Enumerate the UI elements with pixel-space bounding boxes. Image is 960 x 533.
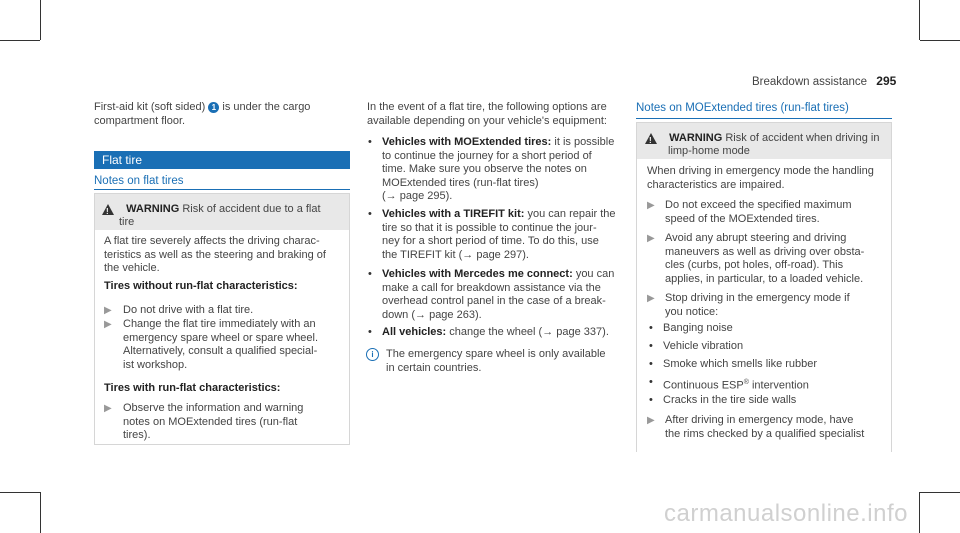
step-text: Do not drive with a flat tire.: [123, 304, 254, 316]
step-line: Alternatively, consult a qualified special-: [123, 345, 318, 357]
warning-body: [647, 165, 887, 192]
info-text: [386, 348, 626, 375]
step-line: applies, in particular, to a loaded vehicle.: [665, 272, 864, 285]
section-bar-flat-tire: Flat tire: [94, 151, 350, 169]
option-all-vehicles: [382, 326, 627, 340]
option-mercedes-me: [382, 268, 627, 322]
crop-mark: [920, 40, 960, 41]
page-number: 295: [876, 74, 897, 88]
subheading-moextended: Notes on MOExtended tires (run-flat tires): [636, 102, 849, 114]
body-line: In the event of a flat tire, the following options are: [367, 101, 607, 113]
step-line: the rims checked by a qualified specialist: [665, 427, 865, 440]
step-line: ist workshop.: [123, 358, 188, 371]
step: [104, 318, 118, 332]
symptom-text: Continuous ESP: [663, 379, 744, 392]
step-arrow-icon: ▶: [104, 305, 112, 316]
step-line: Observe the information and warning: [123, 402, 304, 414]
symptom-text: intervention: [748, 379, 809, 392]
step-line: speed of the MOExtended tires.: [665, 212, 820, 225]
step-text: [665, 292, 890, 319]
step-text: [665, 414, 890, 441]
step: [647, 232, 661, 246]
step-line: you notice:: [665, 305, 719, 318]
step-arrow-icon: ▶: [647, 415, 655, 426]
option-label: Vehicles with a TIREFIT kit:: [382, 208, 525, 220]
crop-mark: [920, 492, 960, 493]
step-arrow-icon: ▶: [647, 233, 655, 244]
step: [647, 414, 661, 428]
body-line: teristics as well as the steering and braking of: [104, 248, 326, 261]
warning-text: [102, 203, 342, 217]
symptom-item: Banging noise: [663, 322, 733, 334]
option-line: to continue the journey for a short period of: [382, 149, 592, 162]
info: [366, 348, 379, 362]
step-line: maneuvers as well as driving over obsta-: [665, 245, 865, 258]
bullet: •: [649, 376, 653, 388]
step-line: Change the flat tire immediately with an: [123, 318, 316, 330]
page-reference-link[interactable]: the TIREFIT kit (→ page 297).: [382, 248, 529, 261]
step-arrow-icon: ▶: [647, 293, 655, 304]
running-header: [752, 74, 896, 88]
bullet: •: [649, 340, 653, 352]
bullet: •: [649, 322, 653, 334]
step-text: [123, 402, 348, 443]
warning-label: WARNING: [126, 203, 180, 215]
step-text: [665, 232, 890, 286]
option-line: ney for a short period of time. To do this, use: [382, 235, 599, 247]
warning-line: Risk of accident when driving in: [725, 132, 880, 144]
warning-label: WARNING: [669, 132, 723, 144]
step-text: [665, 199, 890, 226]
option-line: you can repair the: [527, 208, 616, 220]
crop-mark: [919, 0, 920, 40]
warning-body: [104, 235, 344, 276]
step: [104, 402, 118, 416]
step-line: Stop driving in the emergency mode if: [665, 292, 850, 304]
step-line: notes on MOExtended tires (run-flat: [123, 415, 298, 428]
body-line: When driving in emergency mode the handling: [647, 165, 874, 177]
option-label: Vehicles with MOExtended tires:: [382, 136, 552, 148]
bullet: •: [649, 358, 653, 370]
step-line: cles (curbs, pot holes, off-road). This: [665, 259, 844, 271]
page-reference-link[interactable]: change the wheel (→ page 337).: [449, 326, 609, 338]
option-line: time. Make sure you observe the notes on: [382, 163, 587, 175]
warning-icon: [102, 204, 114, 215]
subheading-rule: [94, 189, 350, 190]
info-line: The emergency spare wheel is only available: [386, 348, 606, 360]
info-icon: i: [366, 348, 379, 361]
bullet: •: [368, 268, 372, 280]
option-tirefit: [382, 208, 627, 262]
symptom-item: Vehicle vibration: [663, 340, 744, 352]
step-line: After driving in emergency mode, have: [665, 414, 854, 426]
warning-text: [645, 132, 885, 146]
step-line: emergency spare wheel or spare wheel.: [123, 331, 319, 344]
subheading-rule: [636, 118, 892, 119]
option-line: make a call for breakdown assistance via the: [382, 281, 601, 294]
info-line: in certain countries.: [386, 361, 482, 374]
option-line: tire so that it is possible to continue the jour-: [382, 221, 597, 234]
registered-mark: ®: [743, 379, 749, 386]
symptom-item: Cracks in the tire side walls: [663, 394, 797, 406]
step-line: Do not exceed the specified maximum: [665, 199, 852, 211]
option-line: MOExtended tires (run-flat tires): [382, 176, 539, 189]
option-label: All vehicles:: [382, 326, 447, 338]
crop-mark: [919, 492, 920, 533]
body-line: the vehicle.: [104, 262, 160, 274]
crop-mark: [0, 40, 40, 41]
intro-text: [94, 101, 350, 128]
option-line: you can: [575, 268, 615, 280]
step: [647, 292, 661, 306]
step-text: [123, 318, 348, 372]
body-line: characteristics are impaired.: [647, 178, 785, 191]
page-reference-link[interactable]: down (→ page 263).: [382, 308, 482, 321]
section-title: Breakdown assistance: [752, 76, 868, 88]
step: [104, 304, 118, 318]
step-arrow-icon: ▶: [104, 403, 112, 414]
warning-line: limp-home mode: [668, 145, 750, 157]
heading-no-runflat: Tires without run-flat characteristics:: [104, 280, 298, 292]
option-label: Vehicles with Mercedes me connect:: [382, 268, 573, 280]
option-line: it is possible: [554, 136, 615, 148]
watermark-text: carmanualsonline.info: [664, 500, 908, 527]
bullet: •: [368, 326, 372, 338]
page-reference-link[interactable]: (→ page 295).: [382, 190, 453, 202]
warning-line: tire: [119, 216, 135, 228]
intro-line: compartment floor.: [94, 114, 186, 127]
crop-mark: [40, 492, 41, 533]
step-arrow-icon: ▶: [104, 319, 112, 330]
intro-line: is under the cargo: [222, 101, 311, 113]
options-intro: [367, 101, 625, 128]
bullet: •: [368, 136, 372, 148]
warning-line: Risk of accident due to a flat: [182, 203, 321, 215]
bullet: •: [649, 394, 653, 406]
warning-icon: [645, 133, 657, 144]
step-line: Avoid any abrupt steering and driving: [665, 232, 847, 244]
body-line: A flat tire severely affects the driving charac-: [104, 235, 320, 247]
subheading-notes-flat-tires: Notes on flat tires: [94, 175, 184, 187]
bullet: •: [368, 208, 372, 220]
option-moextended: [382, 136, 627, 204]
item-number-badge: 1: [208, 102, 219, 113]
body-line: available depending on your vehicle's equipment:: [367, 114, 607, 127]
step-line: tires).: [123, 429, 151, 441]
step: [647, 199, 661, 213]
heading-runflat: Tires with run-flat characteristics:: [104, 382, 281, 394]
symptom-item: Smoke which smells like rubber: [663, 358, 818, 370]
step-arrow-icon: ▶: [647, 200, 655, 211]
crop-mark: [0, 492, 40, 493]
crop-mark: [40, 0, 41, 40]
option-line: overhead control panel in the case of a break-: [382, 295, 606, 307]
symptom-item: [663, 376, 809, 393]
intro-line: First-aid kit (soft sided): [94, 101, 206, 113]
